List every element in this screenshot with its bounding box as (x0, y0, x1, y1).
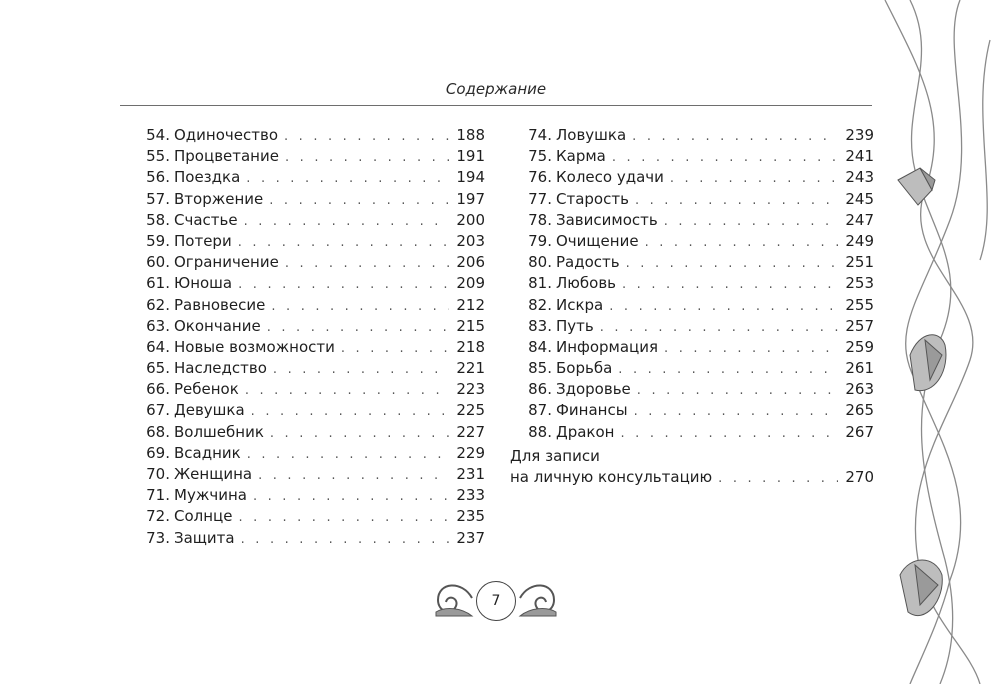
floral-vine-ornament (880, 0, 1000, 684)
toc-entry-title: Счастье (174, 210, 238, 229)
toc-entry (510, 296, 874, 317)
toc-entry-title: Колесо удачи (556, 168, 664, 187)
toc-leader (634, 404, 838, 419)
toc-leader (270, 426, 449, 441)
toc-entry-number: 84. (528, 337, 552, 356)
toc-entry-title: Наследство (174, 359, 267, 378)
toc-entry-title: Финансы (556, 401, 628, 420)
toc-leader (238, 510, 449, 525)
toc-entry-number: 77. (528, 189, 552, 208)
toc-entry-number: 54. (146, 126, 170, 144)
toc-entry-title: Новые возможности (174, 337, 335, 356)
toc-entry-title: Зависимость (556, 210, 658, 229)
toc-leader (267, 320, 449, 335)
toc-entry-number: 85. (528, 359, 552, 378)
toc-entry-page: 227 (456, 422, 485, 441)
toc-entry (130, 317, 485, 338)
toc-leader (612, 150, 838, 165)
toc-entry-number: 68. (146, 422, 170, 441)
toc-entry-page: 261 (845, 359, 874, 378)
toc-entry-number: 81. (528, 274, 552, 293)
toc-entry-number: 87. (528, 401, 552, 420)
toc-entry-title: Защита (174, 528, 235, 547)
toc-entry-title: Поездка (174, 168, 241, 187)
toc-entry-title: Ограничение (174, 253, 279, 272)
toc-entry-number: 55. (146, 147, 170, 166)
toc-entry (510, 211, 874, 232)
toc-entry-number: 66. (146, 380, 170, 399)
toc-entry (130, 359, 485, 380)
toc-entry-page: 188 (456, 126, 485, 144)
toc-entry (510, 253, 874, 274)
toc-leader (285, 150, 449, 165)
toc-entry (510, 190, 874, 211)
toc-entry-page: 191 (456, 147, 485, 166)
toc-leader (251, 404, 449, 419)
page-number-badge (476, 581, 516, 621)
toc-entry (130, 168, 485, 189)
toc-leader (238, 235, 449, 250)
toc-entry-title: Здоровье (556, 380, 631, 399)
toc-entry-page: 215 (456, 316, 485, 335)
toc-entry-page: 225 (456, 401, 485, 420)
toc-entry-number: 72. (146, 507, 170, 526)
toc-entry-page: 197 (456, 189, 485, 208)
toc-entry-number: 80. (528, 253, 552, 272)
toc-entry-number: 61. (146, 274, 170, 293)
toc-entry (130, 423, 485, 444)
toc-entry-title: Солнце (174, 507, 233, 526)
toc-entry-page: 206 (456, 253, 485, 272)
toc-leader (718, 471, 838, 486)
toc-leader (273, 362, 449, 377)
toc-entry (130, 190, 485, 211)
toc-entry-title: Очищение (556, 231, 639, 250)
toc-entry-page: 209 (456, 274, 485, 293)
toc-entry (510, 338, 874, 359)
toc-entry (130, 401, 485, 422)
toc-entry-number: 88. (528, 422, 552, 441)
toc-entry-number: 70. (146, 465, 170, 483)
toc-entry-title: Путь (556, 316, 594, 335)
toc-column-left (130, 126, 485, 550)
toc-entry (130, 338, 485, 359)
toc-entry-number: 74. (528, 126, 552, 144)
toc-entry (510, 359, 874, 380)
toc-entry-page: 257 (845, 316, 874, 335)
toc-entry-number: 86. (528, 380, 552, 399)
toc-entry-title: Ребенок (174, 380, 239, 399)
toc-entry-page: 243 (845, 168, 874, 187)
scroll-ornament-left (432, 576, 476, 620)
toc-leader (635, 193, 838, 208)
toc-entry (510, 274, 874, 295)
toc-entry-page: 194 (456, 168, 485, 187)
toc-entry-title: Женщина (174, 465, 253, 483)
toc-entry-title: Информация (556, 337, 659, 356)
toc-entry (510, 423, 874, 444)
toc-entry-title: Окончание (174, 316, 261, 335)
toc-entry-number: 71. (146, 486, 170, 505)
toc-leader (632, 129, 838, 144)
toc-entry (130, 507, 485, 528)
toc-entry-number: 57. (146, 189, 170, 208)
toc-entry-number: 58. (146, 210, 170, 229)
toc-entry-title: Дракон (556, 422, 615, 441)
toc-leader (285, 256, 449, 271)
toc-entry (510, 168, 874, 189)
toc-leader (258, 468, 449, 483)
toc-leader (664, 214, 838, 229)
toc-entry-title: Одиночество (174, 126, 279, 144)
toc-entry-number: 67. (146, 401, 170, 420)
toc-entry-page: 233 (456, 486, 485, 505)
toc-entry-page: 253 (845, 274, 874, 293)
page-number: 7 (491, 593, 501, 609)
toc-extra-entry (510, 447, 874, 489)
toc-leader (241, 532, 449, 547)
toc-leader (637, 383, 838, 398)
toc-entry-title: Всадник (174, 443, 241, 462)
toc-entry-page: 237 (456, 528, 485, 547)
toc-entry-page: 255 (845, 295, 874, 314)
toc-leader (245, 383, 449, 398)
toc-extra-page: 270 (845, 468, 874, 486)
toc-leader (246, 171, 449, 186)
toc-entry-page: 235 (456, 507, 485, 526)
toc-entry (130, 296, 485, 317)
toc-entry (130, 126, 485, 147)
toc-entry-title: Мужчина (174, 486, 247, 505)
toc-entry (510, 380, 874, 401)
toc-entry-number: 60. (146, 253, 170, 272)
toc-entry-page: 229 (456, 443, 485, 462)
toc-entry-page: 231 (456, 465, 485, 483)
toc-entry-page: 265 (845, 401, 874, 420)
toc-leader (600, 320, 838, 335)
toc-entry-page: 249 (845, 231, 874, 250)
toc-extra-line2: на личную консультацию (510, 468, 713, 486)
toc-leader (341, 341, 449, 356)
header-divider (120, 105, 872, 106)
toc-leader (253, 489, 449, 504)
toc-leader (244, 214, 449, 229)
toc-entry-page: 203 (456, 231, 485, 250)
toc-entry-title: Потери (174, 231, 232, 250)
toc-entry-page: 200 (456, 210, 485, 229)
toc-entry-title: Ловушка (556, 126, 627, 144)
toc-entry-title: Равновесие (174, 295, 266, 314)
toc-leader (645, 235, 838, 250)
page-title: Содержание (445, 80, 547, 98)
toc-leader (269, 193, 449, 208)
toc-entry-title: Карма (556, 147, 606, 166)
toc-entry-number: 63. (146, 316, 170, 335)
toc-entry-number: 56. (146, 168, 170, 187)
toc-entry (130, 529, 485, 550)
toc-entry (130, 486, 485, 507)
toc-entry (510, 147, 874, 168)
toc-entry (510, 232, 874, 253)
toc-entry-number: 73. (146, 528, 170, 547)
toc-entry-title: Старость (556, 189, 629, 208)
toc-entry-page: 212 (456, 295, 485, 314)
toc-entry-number: 83. (528, 316, 552, 335)
toc-entry-page: 221 (456, 359, 485, 378)
toc-leader (620, 426, 838, 441)
toc-entry-number: 76. (528, 168, 552, 187)
toc-entry-title: Любовь (556, 274, 617, 293)
toc-entry-page: 241 (845, 147, 874, 166)
toc-entry-page: 259 (845, 337, 874, 356)
toc-entry-page: 245 (845, 189, 874, 208)
toc-entry-number: 64. (146, 337, 170, 356)
toc-entry-number: 82. (528, 295, 552, 314)
toc-entry-title: Искра (556, 295, 604, 314)
toc-leader (622, 277, 838, 292)
toc-entry-number: 59. (146, 231, 170, 250)
toc-leader (670, 171, 838, 186)
toc-entry-page: 247 (845, 210, 874, 229)
toc-entry-number: 75. (528, 147, 552, 166)
toc-leader (664, 341, 838, 356)
toc-entry-page: 267 (845, 422, 874, 441)
toc-entry (130, 147, 485, 168)
toc-entry-page: 218 (456, 337, 485, 356)
toc-entry (130, 274, 485, 295)
toc-leader (247, 447, 449, 462)
toc-leader (609, 299, 838, 314)
toc-entry-title: Радость (556, 253, 620, 272)
toc-entry-page: 263 (845, 380, 874, 399)
toc-entry-number: 62. (146, 295, 170, 314)
toc-entry (130, 380, 485, 401)
toc-entry (510, 317, 874, 338)
toc-entry-title: Борьба (556, 359, 613, 378)
toc-entry (510, 126, 874, 147)
toc-entry-number: 78. (528, 210, 552, 229)
toc-entry-number: 65. (146, 359, 170, 378)
toc-entry (130, 253, 485, 274)
toc-entry-title: Волшебник (174, 422, 264, 441)
toc-extra-line1: Для записи (510, 446, 600, 465)
scroll-ornament-right (516, 576, 560, 620)
toc-column-right (510, 126, 874, 489)
toc-entry (130, 211, 485, 232)
toc-leader (626, 256, 838, 271)
toc-entry-title: Процветание (174, 147, 279, 166)
toc-entry-number: 79. (528, 231, 552, 250)
toc-entry-title: Девушка (174, 401, 245, 420)
toc-entry-page: 251 (845, 253, 874, 272)
toc-entry (130, 444, 485, 465)
toc-entry-title: Вторжение (174, 189, 264, 208)
toc-leader (284, 129, 449, 144)
toc-entry (510, 401, 874, 422)
toc-leader (618, 362, 838, 377)
toc-entry-page: 239 (845, 126, 874, 144)
toc-leader (238, 277, 449, 292)
toc-entry-page: 223 (456, 380, 485, 399)
toc-entry-number: 69. (146, 443, 170, 462)
toc-entry-title: Юноша (174, 274, 233, 293)
toc-entry (130, 232, 485, 253)
toc-entry (130, 465, 485, 486)
toc-leader (271, 299, 449, 314)
